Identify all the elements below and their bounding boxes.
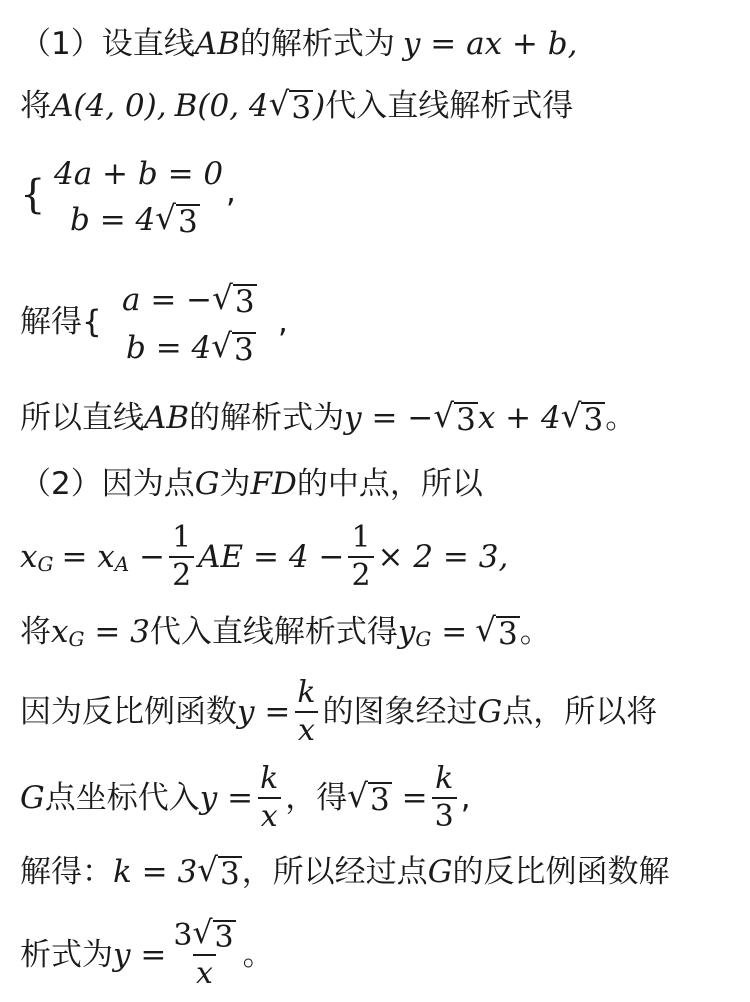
part1-heading: （1）设直线 AB 的解析式为 y = ax + b, [20, 26, 578, 62]
substitute-xg: 将 x G = 3 代入直线解析式得 y G = √ 3 。 [20, 610, 551, 652]
solve-k: 解得： k = 3 √ 3 ，所以经过点 G 的反比例函数解 [20, 850, 670, 892]
solution-page: （1）设直线 AB 的解析式为 y = ax + b, 将 A(4, 0), B(0, 4 √ 3 ) 代入直线解析式得 { 4a + b = 0 b = 4 √ 3 , 解得{ a = − √ 3 b = 4 √ 3 , 所以直线 AB 的解析式为 y = − √ 3 x + 4 √ 3 。 （2）因为点 G 为 FD 的中点，所以 x G = x A − $\frac{1}{2}$ AE = 4 − $\frac{1}{2}$ × 2 = 3, 将 x G = 3 代入直线解析式得 y G = √ 3 。 因为反比例函数 y = $\frac{k}{x}$ 的图象经过 G 点，所以将 G 点坐标代入 y = $\frac{k}{x}$ ，得 √ 3 = $\frac{k}{3}$ , 解得： k = 3 √ 3 ，所以经过点 G 的反比例函数解 析式为 y = 3 √ 3 x 。 [0, 0, 750, 1002]
sqrt-symbol: √ 3 [268, 84, 312, 126]
coordinate-substitution: G 点坐标代入 y = $\frac{k}{x}$ ，得 √ 3 = $\frac{k}{3}$ , [20, 761, 471, 834]
substitute-points-line: 将 A(4, 0), B(0, 4 √ 3 ) 代入直线解析式得 [20, 84, 574, 126]
part1-result: 所以直线 AB 的解析式为 y = − √ 3 x + 4 √ 3 。 [20, 396, 637, 438]
part2-heading: （2）因为点 G 为 FD 的中点，所以 [20, 466, 483, 502]
inverse-function-line: 因为反比例函数 y = $\frac{k}{x}$ 的图象经过 G 点，所以将 [20, 675, 658, 748]
final-answer: 析式为 y = 3 √ 3 x 。 [20, 915, 274, 991]
general-equation: y = ax + b, [402, 26, 578, 62]
xg-equation: x G = x A − $\frac{1}{2}$ AE = 4 − $\frac{1}{2}$ × 2 = 3, [20, 520, 509, 593]
